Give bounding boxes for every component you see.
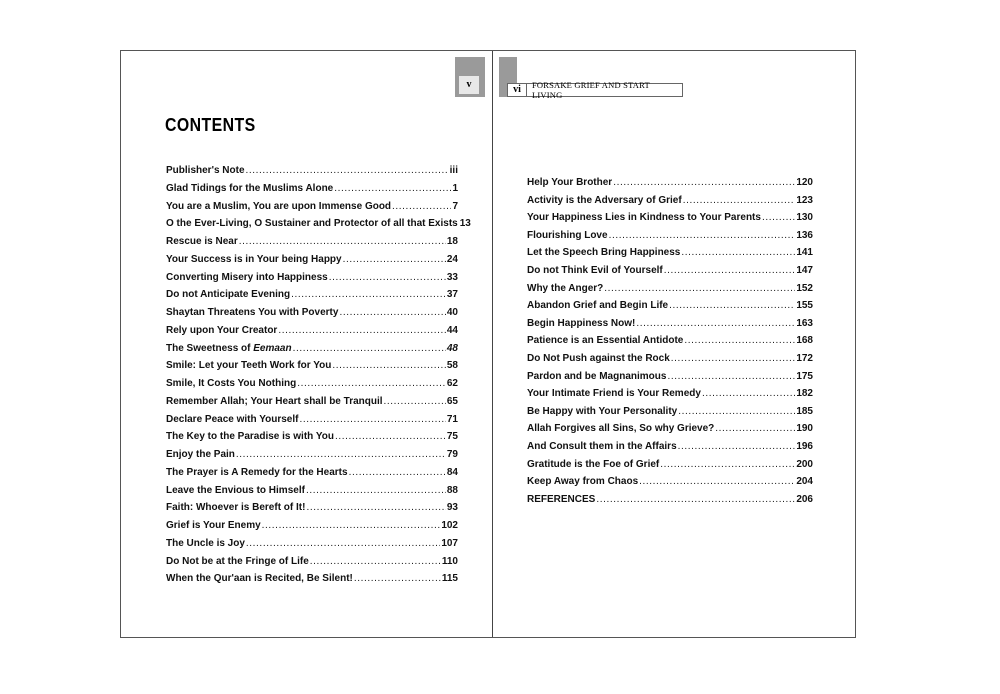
- toc-entry: [527, 406, 813, 424]
- toc-leader-dots: [306, 502, 445, 514]
- toc-entry-title: And Consult them in the Affairs: [527, 440, 677, 452]
- toc-entry-title: Gratitude is the Foe of Grief: [527, 458, 660, 470]
- running-header-title: FORSAKE GRIEF AND START LIVING: [531, 80, 650, 100]
- toc-entry: [166, 360, 458, 378]
- toc-entry-title: Publisher's Note: [166, 165, 245, 176]
- toc-leader-dots: [639, 476, 795, 488]
- toc-entry-title: Declare Peace with Yourself: [166, 413, 299, 425]
- toc-leader-dots: [262, 520, 441, 532]
- toc-entry-page: 182: [796, 388, 813, 400]
- toc-leader-dots: [384, 396, 446, 408]
- toc-entry-title: When the Qur'aan is Recited, Be Silent!: [166, 573, 353, 585]
- toc-leader-dots: [343, 254, 446, 266]
- toc-leader-dots: [339, 307, 445, 319]
- toc-entry-title: Why the Anger?: [527, 282, 604, 294]
- toc-leader-dots: [636, 318, 795, 330]
- toc-entry-title: Abandon Grief and Begin Life: [527, 300, 669, 312]
- toc-entry-title-italic: Eemaan: [253, 342, 292, 354]
- toc-entry-title: Glad Tidings for the Muslims Alone: [166, 182, 334, 194]
- left-page-number: v: [459, 76, 479, 94]
- toc-entry-page: 115: [441, 573, 458, 585]
- toc-leader-dots: [613, 177, 795, 189]
- toc-entry-title: Be Happy with Your Personality: [527, 405, 678, 417]
- toc-entry: [166, 449, 458, 467]
- toc-entry-page: 196: [796, 440, 813, 452]
- toc-entry: [166, 254, 458, 272]
- toc-entry: [527, 212, 813, 230]
- toc-entry: [166, 165, 458, 183]
- toc-entry-page: 1: [452, 182, 458, 194]
- toc-entry-page: 163: [796, 317, 813, 329]
- toc-entry-page: 48: [446, 342, 458, 354]
- toc-leader-dots: [671, 353, 796, 365]
- toc-entry-page: 65: [446, 395, 458, 407]
- toc-entry: [166, 325, 458, 343]
- toc-entry-page: 37: [446, 289, 458, 301]
- toc-leader-dots: [329, 272, 446, 284]
- toc-entry-page: 71: [446, 413, 458, 425]
- toc-entry: [166, 485, 458, 503]
- toc-entry-title: Help Your Brother: [527, 177, 613, 188]
- toc-leader-dots: [596, 494, 795, 506]
- toc-leader-dots: [667, 371, 795, 383]
- toc-entry-page: 130: [796, 212, 813, 224]
- toc-entry-title: Pardon and be Magnanimous: [527, 370, 667, 382]
- toc-entry: [166, 218, 471, 236]
- toc-leader-dots: [332, 360, 445, 372]
- toc-leader-dots: [762, 212, 795, 224]
- toc-entry: [527, 300, 813, 318]
- toc-entry-title-prefix: The Sweetness of: [166, 342, 254, 354]
- toc-entry-title: [166, 343, 292, 355]
- toc-entry: [166, 538, 458, 556]
- toc-leader-dots: [236, 449, 446, 461]
- toc-entry-page: 200: [796, 458, 813, 470]
- toc-entry: [166, 378, 458, 396]
- toc-entry-title: Do not Think Evil of Yourself: [527, 264, 663, 276]
- toc-entry: [527, 353, 813, 371]
- toc-entry-page: 24: [446, 253, 458, 265]
- toc-entry: [527, 318, 813, 336]
- toc-entry-page: 155: [796, 300, 813, 312]
- toc-entry: [166, 396, 458, 414]
- right-page-number: vi: [508, 84, 527, 96]
- toc-entry-page: 190: [796, 423, 813, 435]
- toc-leader-dots: [349, 467, 446, 479]
- toc-entry: [527, 265, 813, 283]
- toc-entry-page: 88: [446, 484, 458, 496]
- toc-right-list: [527, 177, 813, 511]
- toc-leader-dots: [310, 556, 441, 568]
- toc-entry: [166, 289, 458, 307]
- toc-entry: [166, 307, 458, 325]
- toc-leader-dots: [297, 378, 446, 390]
- toc-entry: [166, 343, 458, 361]
- toc-entry-title: Your Success is in Your being Happy: [166, 253, 342, 265]
- page-gutter: [492, 51, 493, 637]
- toc-entry-title: Do Not be at the Fringe of Life: [166, 555, 309, 567]
- toc-leader-dots: [291, 289, 446, 301]
- toc-entry: [527, 195, 813, 213]
- toc-entry-title: Your Intimate Friend is Your Remedy: [527, 388, 701, 400]
- toc-entry-title: Keep Away from Chaos: [527, 476, 639, 488]
- toc-entry-page: 120: [796, 177, 813, 188]
- toc-entry-title: Faith: Whoever is Bereft of It!: [166, 502, 306, 514]
- toc-leader-dots: [306, 485, 446, 497]
- toc-entry-page: 204: [796, 476, 813, 488]
- toc-entry: [527, 335, 813, 353]
- toc-entry-page: 175: [796, 370, 813, 382]
- toc-entry: [527, 423, 813, 441]
- toc-entry-page: 107: [441, 537, 458, 549]
- toc-entry-title: The Key to the Paradise is with You: [166, 431, 335, 443]
- toc-entry-page: 168: [796, 335, 813, 347]
- toc-entry: [166, 201, 458, 219]
- toc-entry-page: 141: [796, 247, 813, 259]
- toc-leader-dots: [678, 441, 796, 453]
- running-header: [507, 80, 683, 100]
- toc-leader-dots: [334, 183, 451, 195]
- toc-entry-page: 136: [796, 229, 813, 241]
- toc-leader-dots: [278, 325, 446, 337]
- toc-leader-dots: [715, 423, 795, 435]
- toc-entry-page: 79: [446, 449, 458, 460]
- toc-entry: [527, 459, 813, 477]
- toc-leader-dots: [335, 431, 446, 443]
- toc-leader-dots: [678, 406, 795, 418]
- toc-entry-page: 93: [446, 502, 458, 514]
- toc-entry-page: 75: [446, 431, 458, 443]
- toc-entry-page: 110: [441, 555, 458, 567]
- toc-entry-title: Rescue is Near: [166, 236, 238, 247]
- toc-entry: [527, 177, 813, 195]
- toc-entry: [166, 467, 458, 485]
- toc-entry: [527, 388, 813, 406]
- toc-leader-dots: [604, 283, 795, 295]
- toc-entry-title: The Uncle is Joy: [166, 537, 245, 549]
- toc-entry-page: 102: [441, 520, 458, 531]
- toc-leader-dots: [239, 236, 446, 248]
- toc-entry-title: Patience is an Essential Antidote: [527, 335, 684, 347]
- toc-entry-title: Converting Misery into Happiness: [166, 271, 328, 283]
- toc-entry: [527, 230, 813, 248]
- toc-entry-page: 33: [446, 271, 458, 283]
- toc-entry-title: The Prayer is A Remedy for the Hearts: [166, 466, 348, 478]
- toc-entry-title: Enjoy the Pain: [166, 449, 235, 460]
- toc-entry-title: Begin Happiness Now!: [527, 317, 636, 329]
- toc-leader-dots: [246, 165, 449, 177]
- toc-entry-page: 84: [446, 466, 458, 478]
- toc-entry-page: 152: [796, 282, 813, 294]
- toc-entry: [166, 183, 458, 201]
- toc-entry-page: 172: [796, 352, 813, 364]
- toc-entry: [166, 556, 458, 574]
- toc-entry: [166, 520, 458, 538]
- toc-entry: [166, 272, 458, 290]
- toc-entry: [166, 414, 458, 432]
- toc-leader-dots: [660, 459, 795, 471]
- toc-entry-title: Grief is Your Enemy: [166, 520, 261, 531]
- toc-entry-title: Let the Speech Bring Happiness: [527, 247, 681, 259]
- toc-entry: [527, 441, 813, 459]
- toc-entry-page: 62: [446, 378, 458, 389]
- toc-entry: [166, 236, 458, 254]
- toc-entry-page: 123: [796, 194, 813, 206]
- contents-heading: CONTENTS: [165, 115, 256, 135]
- toc-entry-page: iii: [449, 165, 458, 176]
- toc-entry-title: REFERENCES: [527, 493, 596, 505]
- toc-entry-page: 44: [446, 324, 458, 336]
- toc-entry: [527, 494, 813, 512]
- toc-entry-title: Do not Anticipate Evening: [166, 289, 291, 301]
- toc-entry: [527, 371, 813, 389]
- toc-entry-title: Smile, It Costs You Nothing: [166, 378, 297, 389]
- toc-entry-title: Smile: Let your Teeth Work for You: [166, 360, 332, 372]
- toc-entry-title: Rely upon Your Creator: [166, 324, 278, 336]
- toc-entry-page: 58: [446, 360, 458, 372]
- toc-entry-title: Allah Forgives all Sins, So why Grieve?: [527, 423, 715, 435]
- toc-entry-page: 18: [446, 236, 458, 247]
- toc-entry-page: 185: [796, 405, 813, 417]
- toc-entry-title: Flourishing Love: [527, 229, 608, 241]
- book-spread: [120, 50, 856, 638]
- toc-leader-dots: [683, 195, 796, 207]
- toc-entry-page: 206: [796, 493, 813, 505]
- toc-entry-title: You are a Muslim, You are upon Immense Good: [166, 200, 392, 212]
- toc-entry: [166, 502, 458, 520]
- toc-entry-page: 13: [459, 218, 471, 230]
- toc-left-list: [166, 165, 471, 591]
- toc-entry: [527, 247, 813, 265]
- toc-leader-dots: [354, 573, 441, 585]
- toc-leader-dots: [293, 343, 446, 355]
- toc-leader-dots: [669, 300, 795, 312]
- toc-entry-title: Leave the Envious to Himself: [166, 484, 305, 496]
- toc-leader-dots: [684, 335, 795, 347]
- toc-entry: [527, 476, 813, 494]
- toc-entry: [166, 573, 458, 591]
- toc-leader-dots: [681, 247, 795, 259]
- toc-entry: [527, 283, 813, 301]
- toc-leader-dots: [392, 201, 451, 213]
- toc-entry-title: Shaytan Threatens You with Poverty: [166, 307, 339, 318]
- toc-leader-dots: [609, 230, 796, 242]
- toc-entry-title: Do Not Push against the Rock: [527, 352, 670, 364]
- toc-entry-title: Your Happiness Lies in Kindness to Your Parents: [527, 212, 761, 224]
- toc-leader-dots: [299, 414, 445, 426]
- toc-entry-title: O the Ever-Living, O Sustainer and Protector of all that Exists: [166, 218, 458, 230]
- toc-leader-dots: [702, 388, 795, 400]
- toc-leader-dots: [246, 538, 440, 550]
- toc-leader-dots: [664, 265, 796, 277]
- toc-entry-title: Remember Allah; Your Heart shall be Tranquil: [166, 395, 383, 407]
- toc-entry-page: 40: [446, 307, 458, 318]
- toc-entry-page: 7: [452, 200, 458, 212]
- toc-entry-page: 147: [796, 264, 813, 276]
- toc-entry: [166, 431, 458, 449]
- toc-entry-title: Activity is the Adversary of Grief: [527, 194, 682, 206]
